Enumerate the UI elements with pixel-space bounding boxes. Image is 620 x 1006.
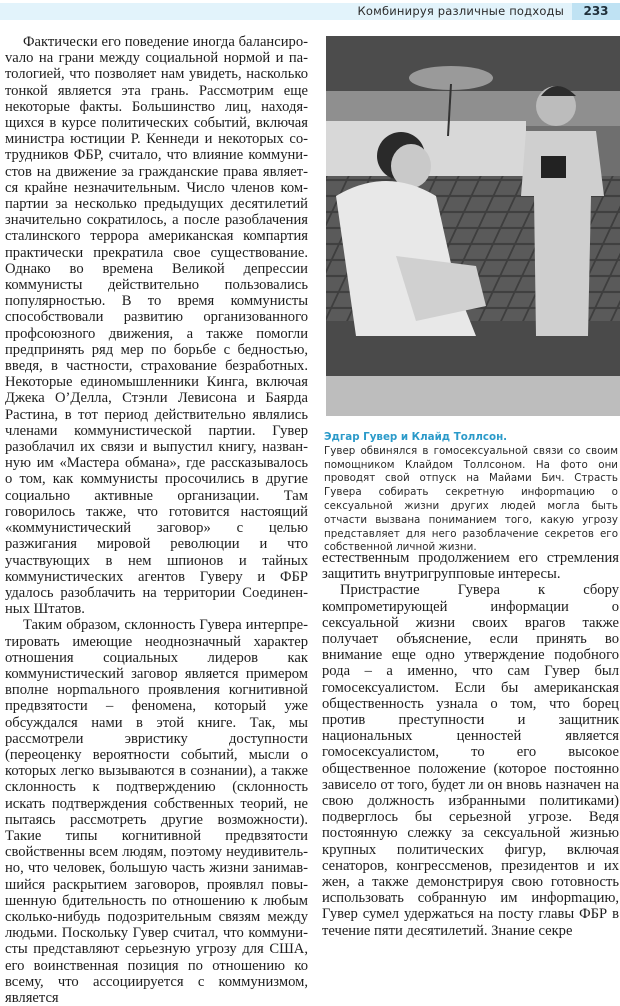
paragraph: Таким образом, склонность Гувера интерпретировать имеющие неоднозначный характер отношения социальных лидеров как коммунистический заговор является примером вполне норmального проявления когнитивной предвзятости – феномена, который уже обсуждался нами в этой книге. Так, мы рассмотрели эвристику доступности (переоценку вероятности событий, мысли о которых легко вызываются в сознании), а также склонность к подтверждению (склонность искать подтверждения собственных теорий, не пытаясь рассмотреть другие возможности). Такие типы когнитивной предвзятости свойственны всем людям, поэтому неудивительно, что человек, большую часть жизни занимавшийся раскрытием заговоров, проявлял повышенную бдительность по отношению к любым сколько-нибудь подозрительным связям между людьми. Поскольку Гувер считал, что коммунисты представляют серьезную угрозу для США, его воинственная позиция по отношению ко всему, что ассоциируется с коммунизмом, является — [5, 617, 308, 1006]
figure-caption — [324, 431, 618, 555]
caption-title: Эдгар Гувер и Клайд Толлсон. — [324, 431, 508, 443]
running-header-title: Комбинируя различные подходы — [357, 4, 564, 18]
photo-illustration — [326, 36, 620, 416]
page-number: 233 — [572, 3, 620, 20]
right-text-column — [322, 550, 619, 939]
caption-text: Гувер обвинялся в гомосексуальной связи со своим помощником Клайдом Толлсоном. На фото они проводят свой отпуск на Майами Бич. Страсть Гувера собирать секретную инфорmацию о сексуальной жизни других людей могла быть отчасти вызвана пониманием того, какую угрозу представляет для него разоблачение секретов его собственной личной жизни. — [324, 444, 618, 554]
paragraph: Фактически его поведение иногда балансироvало на грани между социальной нормой и патологией, что позволяет нам увидеть, насколько тонкой является эта грань. Рассмотрим еще некоторые факты. Большинство лиц, находящихся в курсе политических событий, включая министра юстиции Р. Кеннеди и некоторых сотрудников ФБР, считало, что влияние коммунистов на движение за гражданские права является крайне незначительным. Число членов компартии за несколько предыдущих десятилетий значительно сократилось, а после разоблачения сталинского террора американская компартия практически прекратила свое существование. Однако во времена Великой депрессии коммунисты действительно пользовались популярностью. В то время коммунисты способствовали развитию организованного профсоюзного движения, а также помогли предпринять ряд мер по борьбе с бедностью, введя, в частности, страхование безработных. Некоторые единомышленники Кинга, включая Джека О’Делла, Стэнли Левисона и Баярда Растина, в тот период действительно являлись членами коммунистической партии. Гувер разоблачил их связи и выпустил книгу, названную им «Мастера обмана», где рассказывалось о том, как коммунисты просочились в другие социально активные организации. Там говорилось также, что готовится настоящий «коммунистический заговор» с целью разжигания мировой революции и что участвующих в нем шпионов и тайных коммунистических агентов Гуверу и ФБР удалось разоблачить на территории Соединенных Штатов. — [5, 34, 308, 618]
photo-hoover-tolson — [326, 36, 620, 416]
paragraph: естественным продолжением его стремления защитить внутригрупповые интересы. — [322, 550, 619, 583]
left-text-column — [5, 34, 308, 1006]
paragraph: Пристрастие Гувера к сбору компрометирующей информации о сексуальной жизни своих врагов также получает объяснение, если принять во внимание еще одно утверждение подобного рода – а именно, что сам Гувер был гомосексуалистом. Если бы американская общественность узнала о том, что борец против преступности и защитник национальных ценностей является гомосексуалистом, то его высокое общественное положение (которое постоянно зависело от того, будет ли он вновь назначен на свою должность избранными политиками) подверглось бы серьезной угрозе. Ведя постоянную слежку за сексуальной жизнью крупных политических фигур, включая сенаторов, конгрессменов, президентов и их жен, а также демонстрируя свою готовность использовать собранную им инфорmацию, Гувер сумел удержаться на посту главы ФБР в течение пяти десятилетий. Знание секре — [322, 582, 619, 939]
